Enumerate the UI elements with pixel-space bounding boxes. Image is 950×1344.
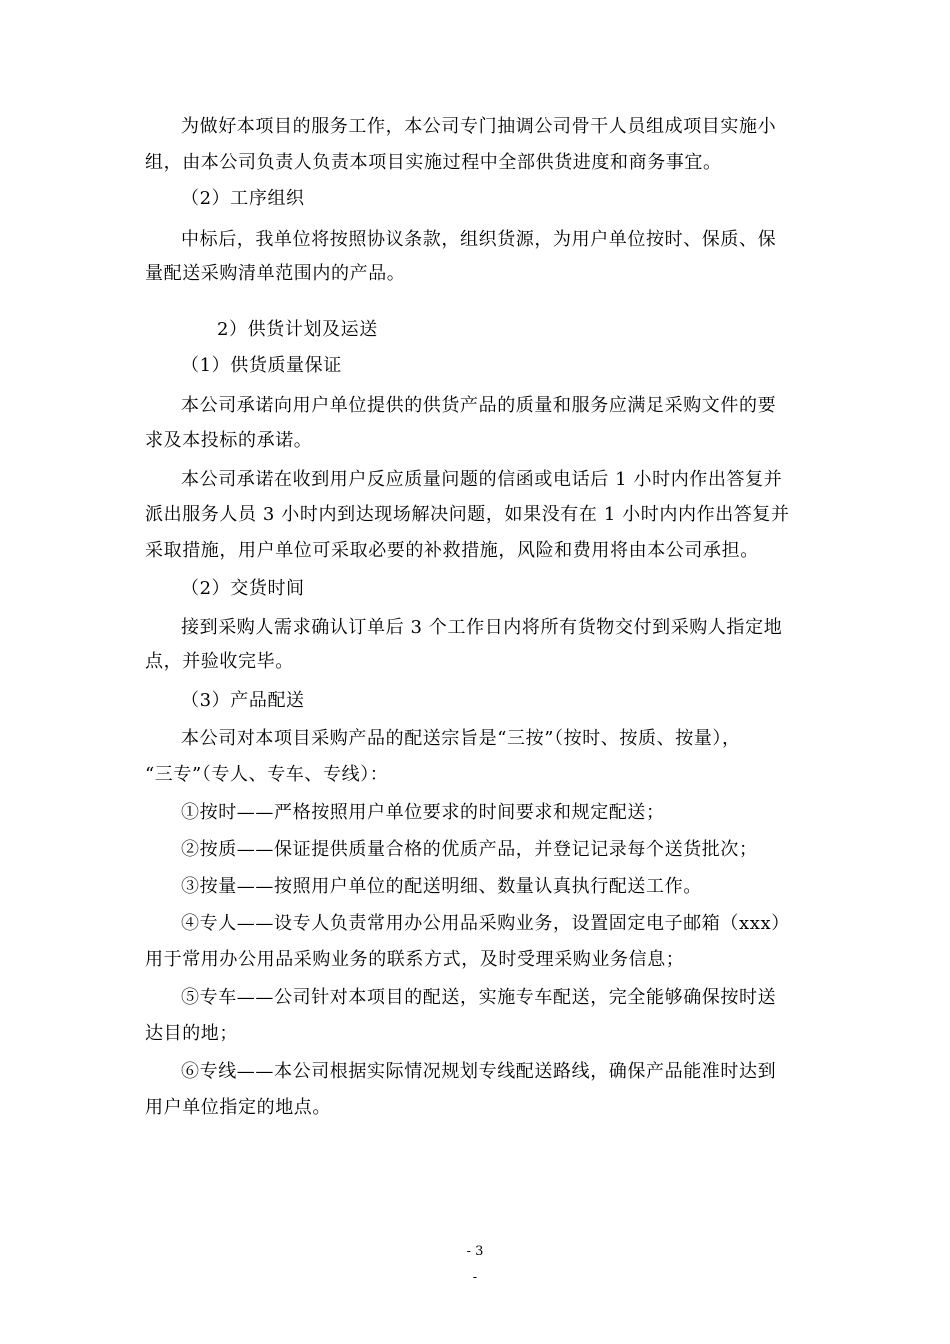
subheading: （3）产品配送 — [181, 690, 305, 711]
subheading: （2）交货时间 — [181, 578, 305, 599]
paragraph-line: 用于常用办公用品采购业务的联系方式，及时受理采购业务信息； — [145, 949, 685, 970]
paragraph-line: 求及本投标的承诺。 — [145, 430, 313, 451]
paragraph-line: 量配送采购清单范围内的产品。 — [145, 263, 406, 284]
subheading: （2）工序组织 — [181, 188, 305, 209]
list-item: ③按量——按照用户单位的配送明细、数量认真执行配送工作。 — [181, 876, 702, 897]
paragraph-line: 派出服务人员 3 小时内到达现场解决问题，如果没有在 1 小时内内作出答复并 — [145, 504, 790, 525]
paragraph-line: 用户单位指定的地点。 — [145, 1097, 331, 1118]
paragraph-line: 中标后，我单位将按照协议条款，组织货源，为用户单位按时、保质、保 — [181, 229, 777, 250]
list-item: ④专人——设专人负责常用办公用品采购业务，设置固定电子邮箱（xxx） — [181, 913, 790, 934]
paragraph-line: 本公司承诺在收到用户反应质量问题的信函或电话后 1 小时内作出答复并 — [181, 469, 783, 490]
list-item: ②按质——保证提供质量合格的优质产品，并登记记录每个送货批次； — [181, 839, 758, 860]
list-item: ⑥专线——本公司根据实际情况规划专线配送路线，确保产品能准时达到 — [181, 1061, 777, 1082]
paragraph-line: “三专”（专人、专车、专线）： — [145, 764, 389, 785]
paragraph-line: 达目的地； — [145, 1023, 238, 1044]
section-heading: 2）供货计划及运送 — [217, 319, 378, 340]
paragraph-line: 组，由本公司负责人负责本项目实施过程中全部供货进度和商务事宜。 — [145, 152, 722, 173]
list-item: ①按时——严格按照用户单位要求的时间要求和规定配送； — [181, 802, 665, 823]
paragraph-line: 为做好本项目的服务工作，本公司专门抽调公司骨干人员组成项目实施小 — [181, 116, 777, 137]
paragraph-line: 本公司承诺向用户单位提供的供货产品的质量和服务应满足采购文件的要 — [181, 395, 777, 416]
paragraph-line: 本公司对本项目采购产品的配送宗旨是“三按”（按时、按质、按量）， — [181, 728, 741, 749]
paragraph-line: 采取措施，用户单位可采取必要的补救措施，风险和费用将由本公司承担。 — [145, 540, 759, 561]
footer-dash: - — [472, 1270, 478, 1285]
page-number: - 3 — [466, 1244, 484, 1259]
paragraph-line: 点，并验收完毕。 — [145, 651, 294, 672]
subheading: （1）供货质量保证 — [181, 355, 342, 376]
paragraph-line: 接到采购人需求确认订单后 3 个工作日内将所有货物交付到采购人指定地 — [181, 617, 783, 638]
list-item: ⑤专车——公司针对本项目的配送，实施专车配送，完全能够确保按时送 — [181, 987, 777, 1008]
